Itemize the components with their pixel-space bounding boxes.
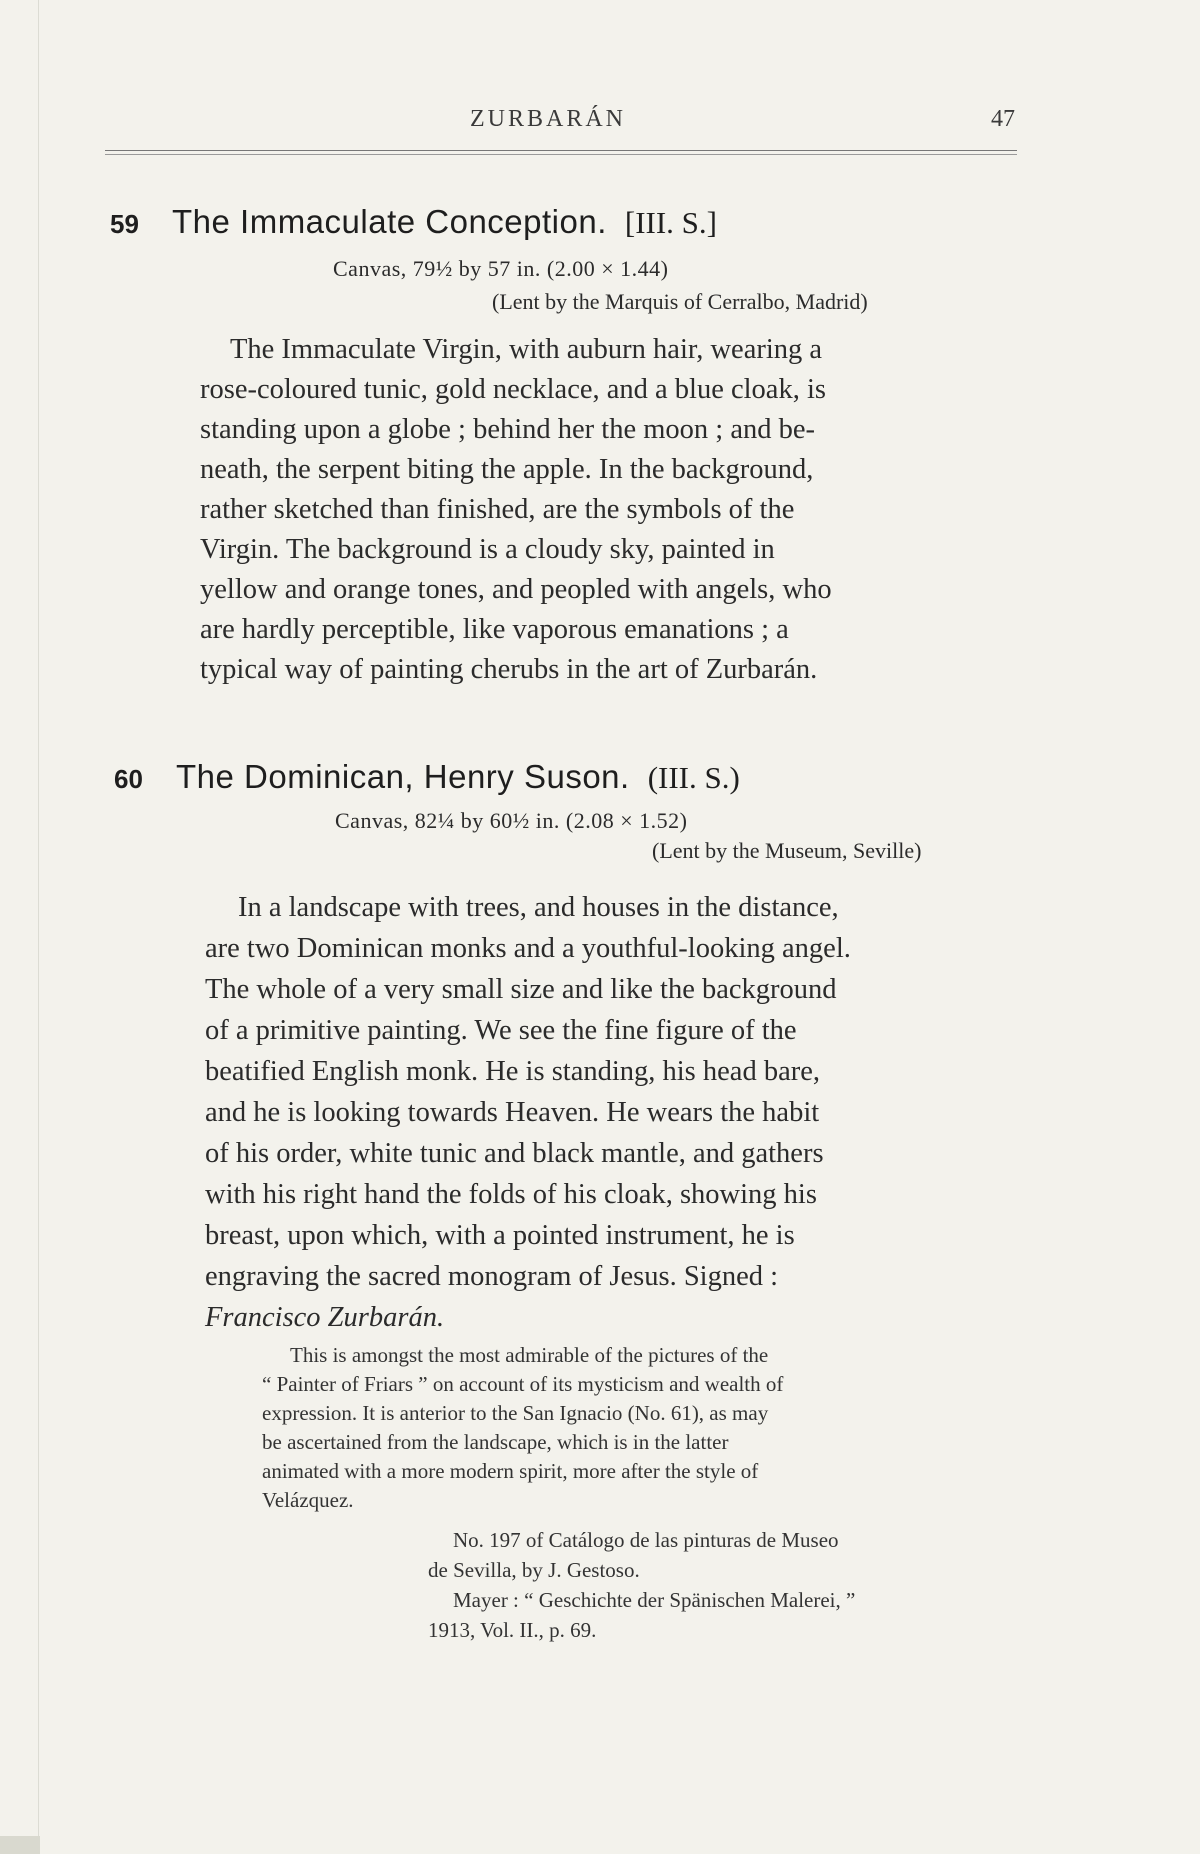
entry-60-reference-line: No. 197 of Catálogo de las pinturas de Museo — [453, 1528, 839, 1552]
entry-59-text-line: standing upon a globe ; behind her the moon ; and be- — [200, 414, 815, 445]
entry-number: 60 — [114, 764, 143, 794]
entry-60-text-line: In a landscape with trees, and houses in the distance, — [238, 892, 839, 923]
entry-60-text-line: are two Dominican monks and a youthful-looking angel. — [205, 933, 851, 964]
entry-60-reference-line: de Sevilla, by J. Gestoso. — [428, 1558, 640, 1582]
entry-59-text-line: neath, the serpent biting the apple. In the background, — [200, 454, 814, 485]
running-title: ZURBARÁN — [470, 106, 627, 132]
entry-60-text-line: breast, upon which, with a pointed instrument, he is — [205, 1220, 795, 1251]
entry-60-note-line: This is amongst the most admirable of the pictures of the — [290, 1343, 769, 1367]
entry-60-medium: Canvas, 82¼ by 60½ in. (2.08 × 1.52) — [335, 808, 688, 833]
running-head — [110, 104, 1015, 144]
entry-59-heading — [110, 203, 717, 241]
entry-60-reference-line: Mayer : “ Geschichte der Spänischen Malerei, ” — [453, 1588, 856, 1612]
page-edge-shadow — [0, 1836, 40, 1854]
entry-59-text-line: rather sketched than finished, are the symbols of the — [200, 494, 795, 525]
entry-60-note-line: be ascertained from the landscape, which is in the latter — [262, 1430, 729, 1454]
page-number: 47 — [991, 106, 1015, 132]
entry-60-text-line: beatified English monk. He is standing, his head bare, — [205, 1056, 820, 1087]
entry-60-note-line: expression. It is anterior to the San Ignacio (No. 61), as may — [262, 1401, 769, 1425]
entry-title: The Dominican, Henry Suson. — [176, 758, 630, 795]
entry-59-text-line: yellow and orange tones, and peopled with angels, who — [200, 574, 832, 605]
entry-59-text-line: typical way of painting cherubs in the art of Zurbarán. — [200, 654, 818, 685]
entry-title: The Immaculate Conception. — [172, 203, 607, 240]
entry-60-note-line: “ Painter of Friars ” on account of its mysticism and wealth of — [262, 1372, 784, 1396]
entry-60-lender: (Lent by the Museum, Seville) — [652, 838, 922, 863]
page-edge — [38, 0, 39, 1854]
entry-59-text-line: Virgin. The background is a cloudy sky, painted in — [200, 534, 775, 565]
entry-59-medium: Canvas, 79½ by 57 in. (2.00 × 1.44) — [333, 256, 669, 281]
entry-60-note-line: animated with a more modern spirit, more after the style of — [262, 1459, 759, 1483]
entry-series: (III. S.) — [647, 760, 740, 795]
entry-59-text-line: rose-coloured tunic, gold necklace, and a blue cloak, is — [200, 374, 826, 405]
entry-60-text-line: of his order, white tunic and black mantle, and gathers — [205, 1138, 824, 1169]
header-rule-secondary — [105, 154, 1017, 155]
entry-60-heading — [114, 758, 740, 796]
header-rule — [105, 150, 1017, 151]
entry-60-text-line: and he is looking towards Heaven. He wears the habit — [205, 1097, 820, 1128]
entry-59-lender: (Lent by the Marquis of Cerralbo, Madrid) — [492, 289, 868, 314]
entry-series: [III. S.] — [624, 205, 717, 240]
entry-60-text-line: engraving the sacred monogram of Jesus. Signed : — [205, 1261, 779, 1292]
entry-59-text-line: The Immaculate Virgin, with auburn hair, wearing a — [230, 334, 823, 365]
entry-60-note-line: Velázquez. — [262, 1488, 354, 1512]
entry-60-text-line: of a primitive painting. We see the fine figure of the — [205, 1015, 797, 1046]
entry-60-reference-line: 1913, Vol. II., p. 69. — [428, 1618, 597, 1642]
entry-60-text-line: The whole of a very small size and like the background — [205, 974, 837, 1005]
entry-number: 59 — [110, 209, 139, 239]
entry-59-text-line: are hardly perceptible, like vaporous emanations ; a — [200, 614, 789, 645]
entry-60-text-line: with his right hand the folds of his cloak, showing his — [205, 1179, 817, 1210]
entry-60-signature: Francisco Zurbarán. — [205, 1302, 445, 1333]
